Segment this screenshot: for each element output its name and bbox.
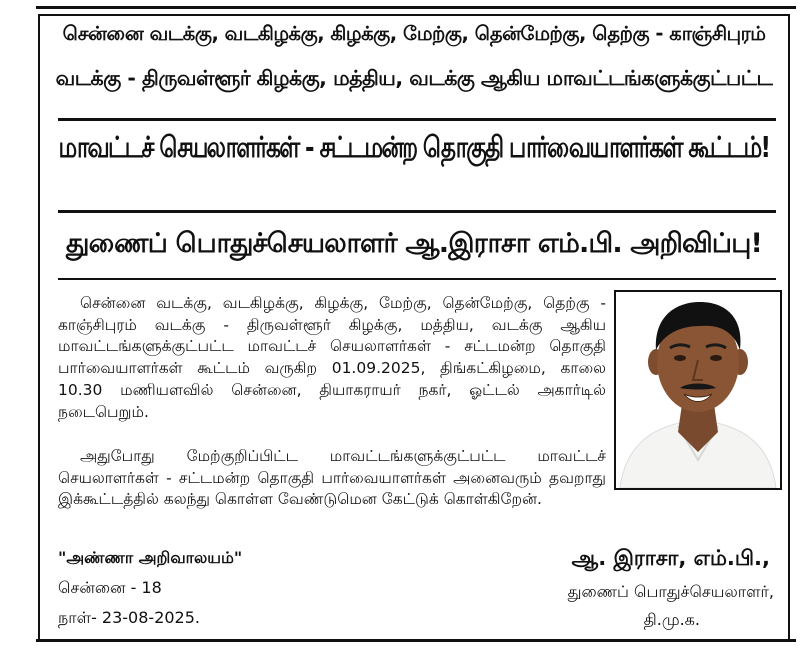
top-border [36,6,796,9]
city-label: சென்னை - 18 [58,578,162,597]
venue-label: "அண்ணா அறிவாலயம்" [58,548,243,567]
date-label: நாள்- 23-08-2025. [58,608,200,627]
paragraph-1-text: சென்னை வடக்கு, வடகிழக்கு, கிழக்கு, மேற்கு, தென்மேற்கு, தெற்கு - காஞ்சிபுரம் வடக்கு - திருவள்ளூர் கிழக்கு, மத்திய, வடக்கு ஆகிய மாவட்டங்களுக்குட்பட்ட மாவட்டச் செயலாளர்கள் - சட்டமன்ற தொகுதி பார்வையாளர்கள் கூட்டம் வருகிற 01.09.2025, திங்கட்கிழமை, காலை 10.30 மணியளவில் சென்னை, தியாகராயர் நகர், ஓட்டல் அகார்டில் நடைபெறும். [58,294,606,421]
signatory-organization: தி.மு.க. [643,610,700,629]
paragraph-2-text: அதுபோது மேற்குறிப்பிட்ட மாவட்டங்களுக்குட்பட்ட மாவட்டச் செயலாளர்கள் - சட்டமன்ற தொகுதி பார்வையாளர்கள் அனைவரும் தவறாது இக்கூட்டத்தில் கலந்து கொள்ள வேண்டுமென கேட்டுக் கொள்கிறேன். [58,447,606,509]
signatory-name: ஆ. இராசா, எம்.பி., [571,546,770,570]
divider-3 [58,278,776,280]
portrait-photo [614,290,782,490]
paragraph-1 [58,293,606,423]
divider-2 [58,210,776,213]
headline: மாவட்டச் செயலாளர்கள் - சட்டமன்ற தொகுதி பார்வையாளர்கள் கூட்டம்! [58,132,770,165]
subheadline: துணைப் பொதுச்செயலாளர் ஆ.இராசா எம்.பி. அறிவிப்பு! [65,228,763,259]
paragraph-2 [58,446,606,511]
divider-1 [58,118,776,121]
header-line-1: சென்னை வடக்கு, வடகிழக்கு, கிழக்கு, மேற்கு, தென்மேற்கு, தெற்கு - காஞ்சிபுரம் [62,22,766,45]
bottom-border [36,639,796,642]
header-line-2: வடக்கு - திருவள்ளூர் கிழக்கு, மத்திய, வடக்கு ஆகிய மாவட்டங்களுக்குட்பட்ட [55,66,773,90]
portrait-image [616,292,780,488]
signatory-title: துணைப் பொதுச்செயலாளர், [567,582,774,601]
